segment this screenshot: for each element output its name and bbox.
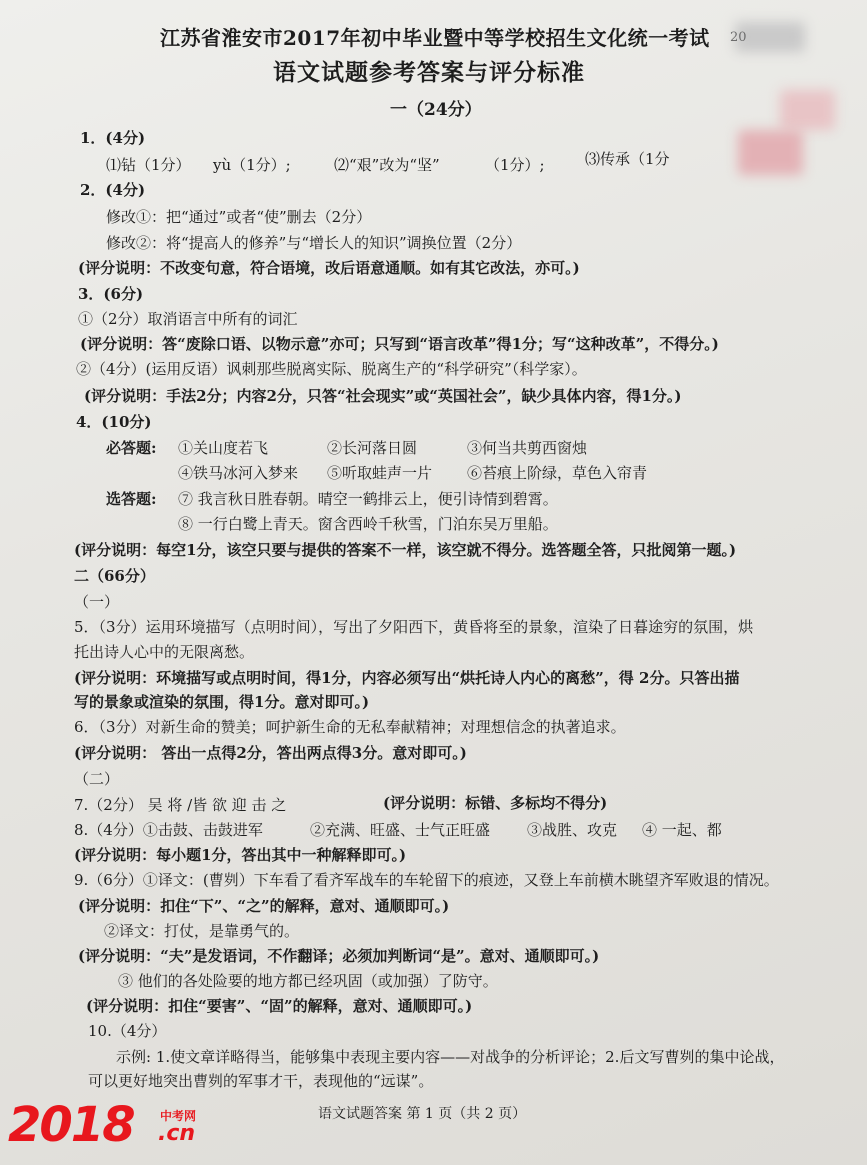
answer-item: ⑥苔痕上阶绿，草色入帘青 bbox=[467, 464, 648, 482]
answer-label: 选答题: bbox=[106, 490, 157, 508]
answer-item: ①关山度若飞 bbox=[178, 439, 269, 457]
question-heading: 2．(4分) bbox=[80, 181, 146, 199]
subsection-heading: （二） bbox=[74, 770, 120, 788]
answer-item: 示例: 1.使文章详略得当，能够集中表现主要内容——对战争的分析评论；2.后文写曹刿的集中论战， bbox=[116, 1048, 785, 1066]
answer-item: 修改①：把“通过”或者“使”删去（2分） bbox=[106, 208, 372, 226]
section-heading: 二（66分） bbox=[74, 567, 155, 585]
answer-item: ⑵“艰”改为“坚” bbox=[334, 156, 440, 174]
answer-item: 9.（6分）①译文：(曹刿）下车看了看齐军战车的车轮留下的痕迹，又登上车前横木眺望齐军败退的情况。 bbox=[74, 871, 779, 889]
scoring-note: 写的景象或渲染的氛围，得1分。意对即可。) bbox=[74, 693, 370, 711]
answer-item: ②（4分）(运用反语）讽刺那些脱离实际、脱离生产的“科学研究”（科学家）。 bbox=[76, 360, 587, 378]
question-heading: 4．(10分) bbox=[76, 413, 152, 431]
answer-item: （1分）; bbox=[485, 156, 545, 174]
answer-item: ③何当共剪西窗烛 bbox=[467, 439, 588, 457]
answer-item: ④ 一起、都 bbox=[642, 821, 722, 839]
scoring-note: (评分说明：标错、多标均不得分) bbox=[383, 794, 608, 812]
answer-label: 必答题: bbox=[106, 439, 157, 457]
section-heading: 一（24分） bbox=[390, 100, 482, 120]
scoring-note: (评分说明：每空1分，该空只要与提供的答案不一样，该空就不得分。选答题全答，只批阅第一题。) bbox=[74, 541, 737, 559]
answer-item: 6．（3分）对新生命的赞美；呵护新生命的无私奉献精神；对理想信念的执著追求。 bbox=[74, 718, 626, 736]
logo-number: 2018 bbox=[8, 1097, 134, 1153]
scoring-note: (评分说明：环境描写或点明时间，得1分，内容必须写出“烘托诗人内心的离愁”，得 2分。只答出描 bbox=[74, 669, 740, 687]
answer-title: 语文试题参考答案与评分标准 bbox=[273, 59, 585, 86]
answer-item: ⑤听取蛙声一片 bbox=[327, 464, 433, 482]
scoring-note: (评分说明：不改变句意，符合语境，改后语意通顺。如有其它改法，亦可。) bbox=[78, 259, 580, 277]
site-logo bbox=[8, 1097, 208, 1157]
answer-item: 修改②：将“提高人的修养”与“增长人的知识”调换位置（2分） bbox=[106, 234, 522, 252]
answer-item: ⑦ 我言秋日胜春朝。晴空一鹤排云上，便引诗情到碧霄。 bbox=[178, 490, 558, 508]
answer-item: ⑴钻（1分） bbox=[106, 156, 191, 174]
page-footer: 语文试题答案 第 1 页（共 2 页） bbox=[318, 1106, 527, 1122]
answer-item: ①（2分）取消语言中所有的词汇 bbox=[78, 310, 298, 328]
answer-item: 可以更好地突出曹刿的军事才干，表现他的“远谋”。 bbox=[88, 1072, 434, 1090]
scoring-note: (评分说明： 答出一点得2分，答出两点得3分。意对即可。) bbox=[74, 744, 467, 762]
answer-item: ⑧ 一行白鹭上青天。窗含西岭千秋雪，门泊东吴万里船。 bbox=[178, 515, 558, 533]
question-heading: 10.（4分） bbox=[88, 1022, 167, 1040]
answer-item: ④铁马冰河入梦来 bbox=[178, 464, 299, 482]
answer-item: ②长河落日圆 bbox=[327, 439, 418, 457]
answer-item: 7.（2分） 吴 将 /皆 欲 迎 击 之 bbox=[74, 796, 287, 814]
scoring-note: (评分说明：“夫”是发语词，不作翻译；必须加判断词“是”。意对、通顺即可。) bbox=[78, 947, 600, 965]
answer-item: yù（1分）; bbox=[213, 156, 291, 174]
redacted-mark bbox=[780, 90, 835, 130]
scoring-note: (评分说明：每小题1分，答出其中一种解释即可。) bbox=[74, 846, 407, 864]
subsection-heading: （一） bbox=[74, 593, 120, 611]
answer-item: ②充满、旺盛、士气正旺盛 bbox=[310, 821, 491, 839]
scoring-note: (评分说明：扣住“要害”、“固”的解释，意对、通顺即可。) bbox=[86, 997, 473, 1015]
answer-item: ②译文：打仗，是靠勇气的。 bbox=[104, 922, 300, 940]
scoring-note: (评分说明：手法2分；内容2分，只答“社会现实”或“英国社会”，缺少具体内容，得1分。) bbox=[84, 387, 682, 405]
scoring-note: (评分说明：扣住“下”、“之”的解释，意对、通顺即可。) bbox=[78, 897, 450, 915]
corner-text: 20 bbox=[730, 30, 747, 45]
answer-item: 8.（4分）①击鼓、击鼓进军 bbox=[74, 821, 263, 839]
answer-item: 5．（3分）运用环境描写（点明时间），写出了夕阳西下，黄昏将至的景象，渲染了日暮途穷的氛围，烘 bbox=[74, 618, 754, 636]
answer-item: ③ 他们的各处险要的地方都已经巩固（或加强）了防守。 bbox=[118, 972, 498, 990]
exam-title: 江苏省淮安市2017年初中毕业暨中等学校招生文化统一考试 bbox=[160, 26, 710, 50]
answer-item: 托出诗人心中的无限离愁。 bbox=[74, 643, 255, 661]
logo-domain: .cn bbox=[158, 1121, 196, 1146]
answer-item: ③战胜、攻克 bbox=[527, 821, 618, 839]
answer-item: ⑶传承（1分 bbox=[585, 150, 670, 168]
logo-text: 中考网 bbox=[160, 1109, 197, 1123]
question-heading: 3．(6分) bbox=[78, 285, 144, 303]
question-heading: 1．(4分) bbox=[80, 129, 146, 147]
redacted-mark bbox=[738, 130, 803, 175]
scoring-note: (评分说明：答“废除口语、以物示意”亦可；只写到“语言改革”得1分；写“这种改革”，不得分。) bbox=[80, 335, 719, 353]
